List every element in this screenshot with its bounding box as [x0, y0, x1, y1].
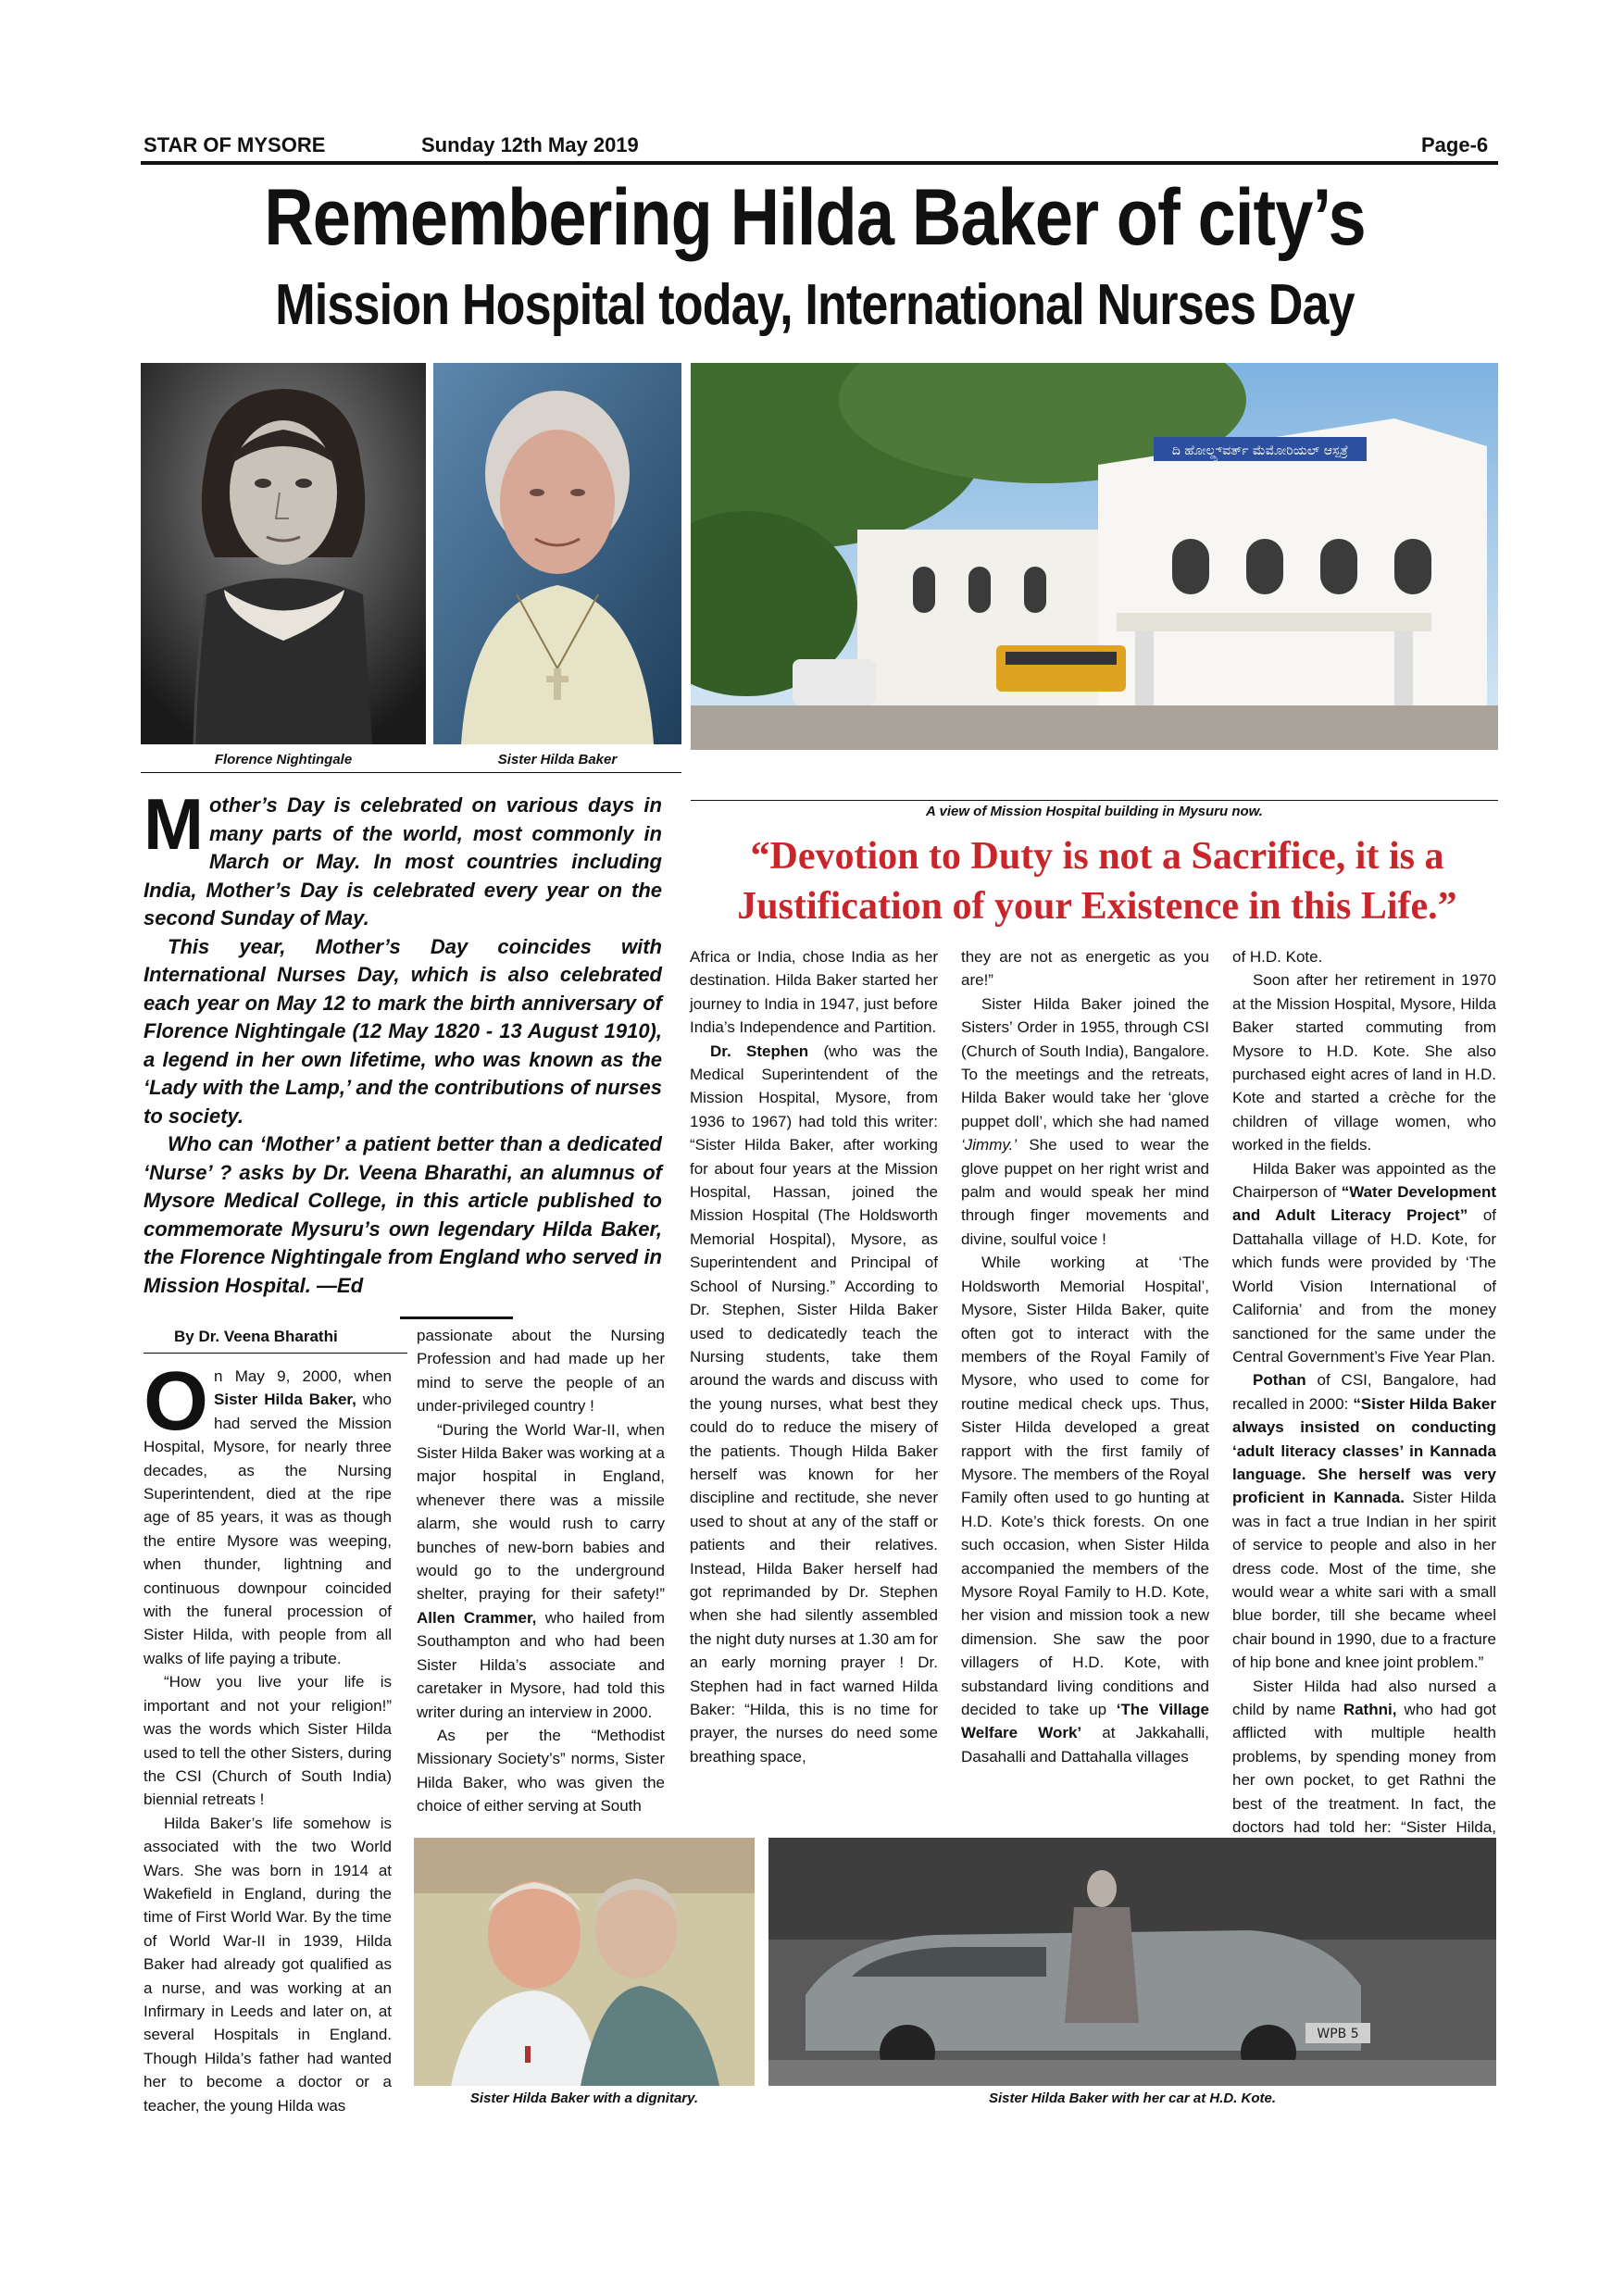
page-number: Page-6	[1421, 133, 1489, 156]
article-column-2	[417, 1324, 665, 1818]
florence-nightingale-photo	[141, 363, 426, 744]
caption-car: Sister Hilda Baker with her car at H.D. Kote.	[988, 2090, 1277, 2106]
editor-intro	[144, 783, 662, 1300]
byline-rule	[144, 1353, 407, 1354]
col2-paragraph-3: As per the “Methodist Missionary Society’s” norms, Sister Hilda Baker, who was given the choice of either serving at South	[417, 1726, 665, 1816]
col2-bold-name: Allen Crammer,	[417, 1608, 537, 1627]
caption-hospital: A view of Mission Hospital building in Mysuru now.	[926, 804, 1263, 819]
mission-hospital-photo	[691, 363, 1498, 750]
body-drop-cap: O	[144, 1355, 209, 1448]
col4-italic-jimmy: ‘Jimmy.’	[961, 1136, 1018, 1154]
hilda-with-car-photo	[768, 1838, 1496, 2086]
pull-quote-line-2: Justification of your Existence in this Life.”	[737, 885, 1457, 928]
col5-bold-quote: “Sister Hilda Baker always insisted on conducting ‘adult literacy classes’ in Kannada language. She herself was very proficient in Kannada.	[1232, 1394, 1497, 1507]
col5-paragraph-2: Hilda Baker was appointed as the Chairperson of	[1232, 1159, 1496, 1202]
col5-paragraph-4-cont: who had got afflicted with multiple health problems, by spending money from her own pocket, to get Rathni the best of the treatment. In fact, the doctors had told her: “Sister Hilda,	[1232, 1701, 1496, 1837]
intro-paragraph-3: Who can ‘Mother’ a patient better than a dedicated ‘Nurse’ ? asks by Dr. Veena Bharathi, an alumnus of Mysore Medical College, in this article published to commemorate Mysuru’s own legendary Hilda Baker, the Florence Nightingale from England who served in Mission Hospital. —Ed	[144, 1132, 662, 1297]
caption-hilda-baker: Sister Hilda Baker	[497, 752, 618, 767]
col1-bold-name: Sister Hilda Baker,	[214, 1391, 356, 1409]
caption-dignitary: Sister Hilda Baker with a dignitary.	[469, 2090, 699, 2106]
caption-florence: Florence Nightingale	[214, 752, 353, 767]
col5-bold-rathni: Rathni,	[1343, 1701, 1397, 1718]
article-column-3	[690, 945, 938, 1768]
col3-bold-name: Dr. Stephen	[710, 1042, 809, 1060]
masthead: STAR OF MYSORE	[144, 133, 326, 156]
caption-rule-left	[141, 772, 681, 773]
col4-paragraph-1: they are not as energetic as you are!”	[961, 948, 1209, 990]
car-plate-text: WPB 5	[1317, 2027, 1359, 2041]
col4-paragraph-2-cont: She used to wear the glove puppet on her right wrist and palm and would speak her mind through finger movements and divine, soulful voice !	[961, 1136, 1209, 1248]
issue-date: Sunday 12th May 2019	[421, 133, 639, 156]
col4-bold-project: ‘The Village Welfare Work’	[961, 1701, 1209, 1742]
col1-text-c: who had served the Mission Hospital, Mysore, for nearly three decades, as the Nursing Superintendent, died at the ripe age of 85 years, it was as though the entire Mysore was weeping, when thunder, lightning and continuous downpour coincided with the funeral procession of Sister Hilda, with people from all walks of life paying a tribute.	[144, 1391, 392, 1667]
col2-paragraph-2-cont: who hailed from Southampton and who had been Sister Hilda’s associate and caretaker in Mysore, had told this writer during an interview in 2000.	[417, 1608, 665, 1721]
col3-paragraph-1: Africa or India, chose India as her destination. Hilda Baker started her journey to India in 1947, just before India’s Independence and Partition.	[690, 948, 938, 1037]
byline: By Dr. Veena Bharathi	[174, 1328, 338, 1345]
col1-paragraph-2: “How you live your life is important and not your religion!” was the words which Sister Hilda used to tell the other Sisters, during the CSI (Church of South India) biennial retreats !	[144, 1673, 392, 1809]
col5-paragraph-3: of CSI, Bangalore, had recalled in 2000:	[1232, 1371, 1496, 1413]
col1-paragraph-3: Hilda Baker’s life somehow is associated with the two World Wars. She was born in 1914 at Wakefield in England, during the time of First World War. By the time of World War-II in 1939, Hilda Baker had already got qualified as a nurse, and was working at an Infirmary in Leeds and later on, at several Hospitals in England. Though Hilda’s father had wanted her to become a doctor or a teacher, the young Hilda was	[144, 1814, 392, 2115]
intro-paragraph-1: other’s Day is celebrated on various days in many parts of the world, most commonly in March or May. In most countries including India, Mother’s Day is celebrated every year on the second Sunday of May.	[144, 793, 662, 930]
caption-rule-right	[691, 800, 1498, 801]
hilda-baker-portrait-photo	[433, 363, 681, 744]
article-column-4	[961, 945, 1209, 1768]
col5-paragraph-4: Sister Hilda had also nursed a child by name	[1232, 1677, 1496, 1718]
col4-paragraph-3-cont: at Jakkahalli, Dasahalli and Dattahalla villages	[961, 1724, 1210, 1766]
hospital-sign-text: ದಿ ಹೋಲ್ಡ್ಸ್‌ವರ್ತ್ ಮೆಮೋರಿಯಲ್ ಆಸ್ಪತ್ರೆ	[1171, 443, 1349, 458]
pull-quote-line-1: “Devotion to Duty is not a Sacrifice, it is a	[750, 835, 1444, 878]
col2-paragraph-2: “During the World War-II, when Sister Hilda Baker was working at a major hospital in England, whenever there was a missile alarm, she would rush to carry bunches of new-born babies and would go to the underground shelter, praying for their safety!”	[417, 1420, 665, 1603]
col5-bold-pothan: Pothan	[1253, 1371, 1306, 1390]
col5-paragraph-2-cont: of Dattahalla village of H.D. Kote, for which funds were provided by ‘The World Vision International of California’ and from the money sanctioned for the same under the Central Government’s Five Year Plan.	[1232, 1206, 1496, 1366]
header-rule	[141, 161, 1498, 165]
col4-paragraph-3: While working at ‘The Holdsworth Memorial Hospital’, Mysore, Sister Hilda Baker, quite often got to interact with the members of the Royal Family of Mysore, who used to come for routine medical check ups. Thus, Sister Hilda developed a great rapport with the first family of Mysore. The members of the Royal Family often used to go hunting at H.D. Kote’s thick forests. On one such occasion, when Sister Hilda accompanied the members of the Mysore Royal Family to H.D. Kote, her vision and mission took a new dimension. She saw the poor villagers of H.D. Kote, with substandard living conditions and decided to take up	[961, 1254, 1209, 1718]
col4-paragraph-2: Sister Hilda Baker joined the Sisters’ Order in 1955, through CSI (Church of South India), Bangalore. To the meetings and the retreats, Hilda Baker would take her ‘glove puppet doll’, which she had named	[961, 994, 1209, 1130]
article-column-5	[1232, 945, 1496, 1986]
intro-divider	[400, 1316, 513, 1319]
hilda-with-dignitary-photo	[414, 1838, 755, 2086]
article-column-1	[144, 1355, 392, 2117]
intro-drop-cap: M	[144, 783, 204, 865]
col5-paragraph-1: Soon after her retirement in 1970 at the Mission Hospital, Mysore, Hilda Baker started commuting from Mysore to H.D. Kote. She also purchased eight acres of land in H.D. Kote and started a crèche for the children of village women, who worked in the fields.	[1232, 971, 1496, 1154]
headline-line-1: Remembering Hilda Baker of city’s	[264, 173, 1366, 262]
col1-text-a: n May 9, 2000, when	[214, 1367, 392, 1385]
headline-line-2: Mission Hospital today, International Nurses Day	[275, 273, 1355, 337]
intro-paragraph-2: This year, Mother’s Day coincides with International Nurses Day, which is also celebrated each year on May 12 to mark the birth anniversary of Florence Nightingale (12 May 1820 - 13 August 1910), a legend in her own lifetime, who was known as the ‘Lady with the Lamp,’ and the contributions of nurses to society.	[144, 934, 662, 1128]
col2-paragraph-1: passionate about the Nursing Profession and had made up her mind to serve the people of an under-privileged country !	[417, 1327, 665, 1416]
col5-bold-project: “Water Development and Adult Literacy Project”	[1232, 1183, 1496, 1225]
col5-paragraph-0: of H.D. Kote.	[1232, 948, 1323, 966]
col3-paragraph-2: (who was the Medical Superintendent of the Mission Hospital, Mysore, from 1936 to 1967) had told this writer: “Sister Hilda Baker, after working for about four years at the Mission Hospital, Hassan, joined the Mission Hospital (The Holdsworth Memorial Hospital), Mysore, as Superintendent and Principal of School of Nursing.” According to Dr. Stephen, Sister Hilda Baker used to dedicatedly teach the Nursing students, take them around the wards and discuss with the young nurses, what best they could do to reduce the misery of the patients. Though Hilda Baker herself was known for her discipline and rectitude, she never used to shout at any of the staff or patients and their relatives. Instead, Hilda Baker herself had got reprimanded by Dr. Stephen when she had silently assembled the night duty nurses at 1.30 am for an early morning prayer ! Dr. Stephen had in fact warned Hilda Baker: “Hilda, this is no time for prayer, the nurses do need some breathing space,	[690, 1042, 938, 1766]
col5-paragraph-3-cont: Sister Hilda was in fact a true Indian in her spirit of service to people and also in her dress code. Most of the time, she would wear a white sari with a small blue border, till she became wheel chair bound in 1990, due to a fracture of hip bone and knee joint problem.”	[1232, 1489, 1496, 1672]
